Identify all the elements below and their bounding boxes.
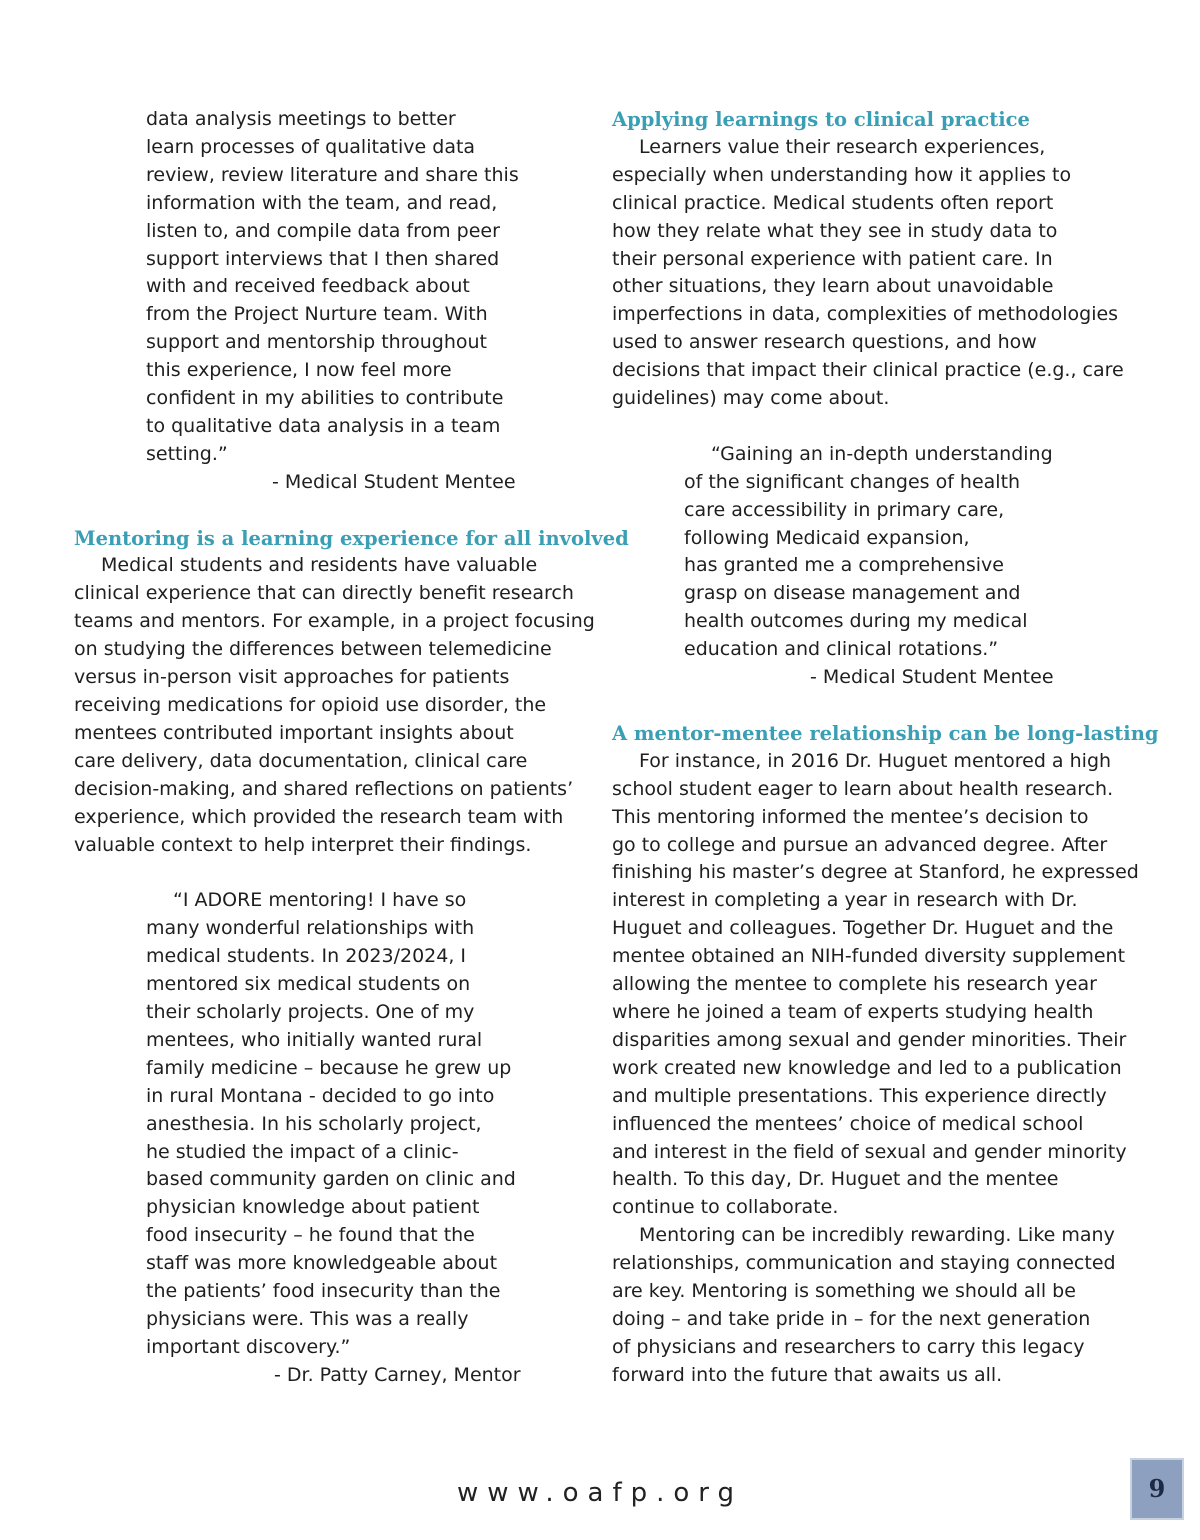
text-line: are key. Mentoring is something we should all be (612, 1280, 1076, 1303)
text-line: listen to, and compile data from peer (146, 219, 500, 242)
text-line: on studying the differences between telemedicine (74, 638, 552, 661)
section-heading: Mentoring is a learning experience for all involved (74, 526, 629, 550)
footer-url[interactable]: www.oafp.org (456, 1478, 744, 1508)
left-column (74, 106, 629, 1390)
text-line: “I ADORE mentoring! I have so (173, 889, 467, 912)
text-line: experience, which provided the research team with (74, 805, 564, 828)
text-line: allowing the mentee to complete his research year (612, 973, 1097, 996)
text-line: from the Project Nurture team. With (146, 303, 488, 326)
text-line: disparities among sexual and gender minorities. Their (612, 1028, 1127, 1051)
text-line: go to college and pursue an advanced degree. After (612, 833, 1108, 856)
text-line: education and clinical rotations.” (684, 638, 999, 661)
section-body (612, 134, 1142, 413)
text-line: doing – and take pride in – for the next generation (612, 1307, 1091, 1330)
text-line: has granted me a comprehensive (684, 554, 1004, 577)
text-line: This mentoring informed the mentee’s decision to (612, 805, 1089, 828)
text-line: school student eager to learn about health research. (612, 777, 1114, 800)
text-line: the patients’ food insecurity than the (146, 1280, 501, 1303)
quote-project-nurture (146, 106, 594, 469)
text-line: health. To this day, Dr. Huguet and the mentee (612, 1168, 1059, 1191)
text-line: influenced the mentees’ choice of medical school (612, 1112, 1084, 1135)
text-line: their personal experience with patient care. In (612, 247, 1053, 270)
text-line: Learners value their research experiences, (639, 135, 1046, 158)
text-line: many wonderful relationships with (146, 917, 475, 940)
text-line: of the significant changes of health (684, 470, 1021, 493)
text-line: guidelines) may come about. (612, 387, 890, 410)
text-line: other situations, they learn about unavoidable (612, 275, 1054, 298)
text-line: For instance, in 2016 Dr. Huguet mentored a high (639, 749, 1112, 772)
text-line: Medical students and residents have valuable (101, 554, 538, 577)
text-line: mentees, who initially wanted rural (146, 1028, 483, 1051)
text-line: where he joined a team of experts studying health (612, 1000, 1094, 1023)
text-line: support and mentorship throughout (146, 331, 487, 354)
section-heading: Applying learnings to clinical practice (612, 108, 1030, 131)
text-line: Mentoring can be incredibly rewarding. Like many (639, 1224, 1115, 1247)
text-line: family medicine – because he grew up (146, 1056, 512, 1079)
quote-medicaid (684, 441, 1142, 664)
text-line: teams and mentors. For example, in a project focusing (74, 610, 595, 633)
section-body (612, 748, 1142, 1222)
right-column (612, 106, 1159, 1390)
text-line: mentee obtained an NIH-funded diversity supplement (612, 945, 1126, 968)
text-line: based community garden on clinic and (146, 1168, 516, 1191)
text-line: care delivery, data documentation, clinical care (74, 749, 528, 772)
text-line: decision-making, and shared reflections on patients’ (74, 777, 574, 800)
text-line: “Gaining an in-depth understanding (711, 442, 1053, 465)
text-line: clinical practice. Medical students often report (612, 191, 1054, 214)
text-line: and multiple presentations. This experience directly (612, 1084, 1107, 1107)
quote-adore-mentoring (146, 887, 594, 1361)
section-heading: A mentor-mentee relationship can be long-lasting (612, 721, 1159, 745)
section-body (612, 1222, 1142, 1389)
quote-attribution: - Medical Student Mentee (272, 470, 516, 493)
text-line: in rural Montana - decided to go into (146, 1084, 495, 1107)
text-line: Huguet and colleagues. Together Dr. Huguet and the (612, 917, 1114, 940)
text-line: mentees contributed important insights about (74, 721, 514, 744)
text-line: with and received feedback about (146, 275, 470, 298)
text-line: valuable context to help interpret their findings. (74, 833, 532, 856)
text-line: setting.” (146, 442, 228, 465)
text-line: mentored six medical students on (146, 973, 471, 996)
text-line: decisions that impact their clinical practice (e.g., care (612, 359, 1124, 382)
text-line: learn processes of qualitative data (146, 135, 476, 158)
text-line: grasp on disease management and (684, 582, 1021, 605)
text-line: used to answer research questions, and how (612, 331, 1037, 354)
text-line: interest in completing a year in research with Dr. (612, 889, 1078, 912)
text-line: information with the team, and read, (146, 191, 498, 214)
text-line: review, review literature and share this (146, 163, 519, 186)
text-line: this experience, I now feel more (146, 359, 452, 382)
text-line: food insecurity – he found that the (146, 1224, 475, 1247)
page-number-badge: 9 (1130, 1458, 1184, 1520)
text-line: following Medicaid expansion, (684, 526, 970, 549)
quote-attribution: - Medical Student Mentee (810, 666, 1054, 689)
text-line: support interviews that I then shared (146, 247, 500, 270)
text-line: confident in my abilities to contribute (146, 387, 504, 410)
text-line: physicians were. This was a really (146, 1307, 469, 1330)
text-line: of physicians and researchers to carry this legacy (612, 1335, 1085, 1358)
text-line: forward into the future that awaits us all. (612, 1363, 1003, 1386)
text-line: he studied the impact of a clinic- (146, 1140, 459, 1163)
quote-attribution: - Dr. Patty Carney, Mentor (274, 1363, 521, 1386)
text-line: continue to collaborate. (612, 1196, 839, 1219)
text-line: especially when understanding how it applies to (612, 163, 1072, 186)
text-line: physician knowledge about patient (146, 1196, 480, 1219)
text-line: versus in-person visit approaches for patients (74, 666, 510, 689)
text-line: relationships, communication and staying connected (612, 1252, 1116, 1275)
text-line: imperfections in data, complexities of methodologies (612, 303, 1119, 326)
text-line: data analysis meetings to better (146, 108, 456, 130)
text-line: anesthesia. In his scholarly project, (146, 1112, 482, 1135)
text-line: their scholarly projects. One of my (146, 1000, 475, 1023)
text-line: clinical experience that can directly benefit research (74, 582, 574, 605)
section-body (74, 552, 594, 859)
text-line: care accessibility in primary care, (684, 498, 1005, 521)
text-line: to qualitative data analysis in a team (146, 414, 501, 437)
text-line: health outcomes during my medical (684, 610, 1028, 633)
text-line: medical students. In 2023/2024, I (146, 945, 467, 968)
text-line: important discovery.” (146, 1335, 351, 1358)
text-line: receiving medications for opioid use disorder, the (74, 694, 547, 717)
text-line: and interest in the field of sexual and gender minority (612, 1140, 1127, 1163)
text-line: staff was more knowledgeable about (146, 1252, 498, 1275)
text-line: how they relate what they see in study data to (612, 219, 1058, 242)
text-line: finishing his master’s degree at Stanford, he expressed (612, 861, 1139, 884)
text-line: work created new knowledge and led to a publication (612, 1056, 1122, 1079)
